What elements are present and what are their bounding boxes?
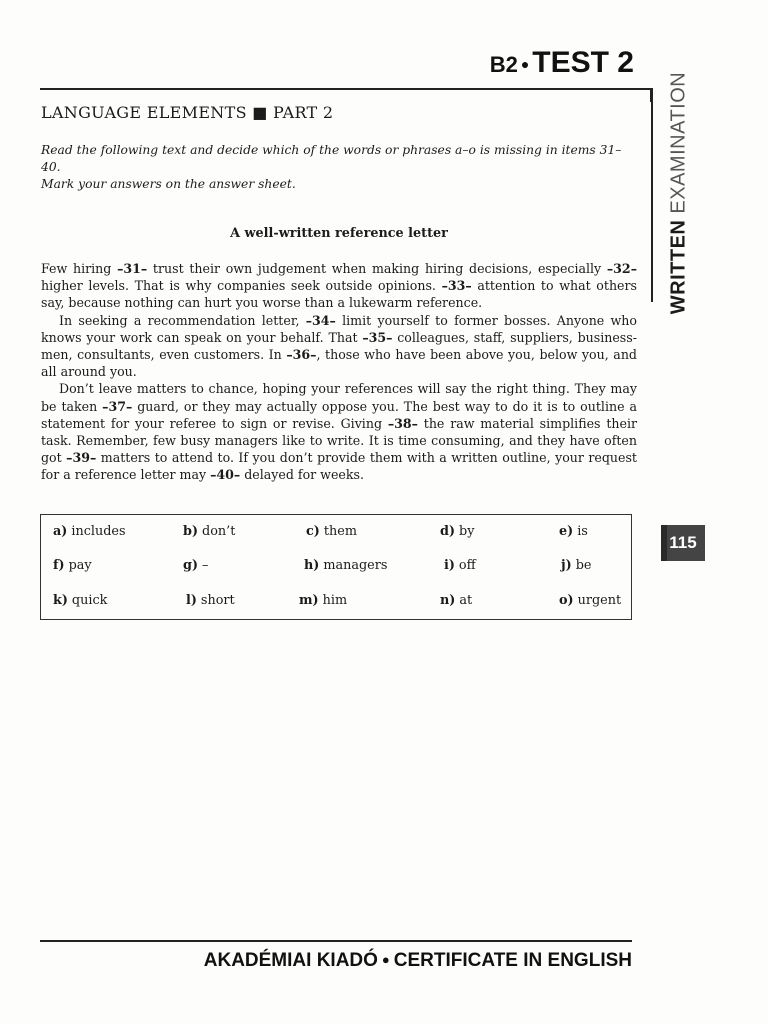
option-text: is — [577, 524, 588, 539]
option-text: him — [322, 593, 348, 608]
article-paragraph-3 — [41, 380, 637, 483]
instructions — [41, 142, 637, 193]
article — [41, 260, 637, 484]
gap-34: –34– — [305, 312, 336, 328]
option-text: be — [575, 558, 592, 573]
option-h — [304, 558, 387, 573]
text-run: trust their own judgement when making hiring decisions, especially — [147, 261, 607, 276]
option-text: pay — [68, 558, 92, 573]
option-d — [440, 524, 474, 539]
side-label-second: EXAMINATION — [667, 71, 690, 220]
option-text: by — [459, 524, 475, 539]
text-run: , those who have been above you, below you, and all around you. — [41, 347, 637, 380]
test-title — [490, 46, 634, 80]
gap-31: –31– — [117, 261, 148, 276]
option-letter: o) — [559, 593, 574, 608]
text-run: attention to what others say, because nothing can hurt you worse than a lukewarm reference. — [41, 278, 637, 311]
option-l — [186, 593, 235, 608]
option-text: urgent — [577, 593, 622, 608]
header-rule — [40, 88, 652, 90]
article-title: A well-written reference letter — [230, 226, 448, 241]
option-b — [183, 524, 235, 539]
option-letter: h) — [304, 558, 320, 573]
option-text: off — [458, 558, 476, 573]
gap-35: –35– — [362, 329, 393, 345]
option-j — [561, 558, 591, 573]
article-paragraph-2 — [41, 312, 637, 381]
footer-separator-icon: ● — [381, 952, 390, 967]
option-letter: m) — [299, 593, 319, 608]
instructions-line-1: Read the following text and decide which of the words or phrases a–o is missing in items 31–40. — [41, 143, 622, 174]
option-text: includes — [71, 524, 126, 539]
option-letter: a) — [53, 524, 68, 539]
option-letter: b) — [183, 524, 199, 539]
footer-series: CERTIFICATE IN ENGLISH — [393, 950, 632, 971]
option-text: managers — [323, 558, 388, 573]
option-letter: e) — [559, 524, 574, 539]
text-run: the raw material simplifies their task. Remember, few busy managers like to write. It is time consuming, and they have often got — [41, 415, 638, 466]
option-letter: l) — [186, 593, 197, 608]
option-k — [53, 593, 107, 608]
text-run: delayed for weeks. — [240, 467, 364, 483]
footer — [204, 950, 632, 972]
article-paragraph-1 — [41, 260, 637, 312]
text-run: limit yourself to former bosses. Anyone who knows your work can speak on your behalf. That — [41, 312, 637, 345]
option-c — [306, 524, 357, 539]
footer-publisher: AKADÉMIAI KIADÓ — [203, 950, 378, 971]
text-run: Few hiring — [41, 261, 118, 276]
option-letter: f) — [53, 558, 65, 573]
gap-33: –33– — [441, 278, 472, 294]
title-separator-icon: ● — [520, 56, 530, 72]
option-i — [444, 558, 476, 573]
gap-32: –32– — [606, 261, 637, 276]
gap-37: –37– — [102, 398, 133, 414]
option-g — [183, 558, 208, 573]
option-letter: k) — [53, 593, 68, 608]
text-run: higher levels. That is why companies seek outside opinions. — [41, 278, 442, 294]
option-text: them — [323, 524, 357, 539]
option-a — [53, 524, 126, 539]
option-f — [53, 558, 92, 573]
test-level: B2 — [489, 52, 518, 77]
section-title: LANGUAGE ELEMENTS ■ PART 2 — [41, 103, 334, 122]
instructions-line-2: Mark your answers on the answer sheet. — [41, 177, 296, 191]
option-letter: j) — [561, 558, 572, 573]
page-number: 115 — [669, 533, 697, 552]
gap-36: –36– — [286, 347, 317, 363]
option-letter: c) — [306, 524, 320, 539]
option-letter: d) — [440, 524, 456, 539]
option-text: don’t — [202, 524, 236, 539]
text-run: In seeking a recommendation letter, — [59, 312, 306, 328]
test-number: TEST 2 — [532, 46, 634, 79]
option-text: short — [200, 593, 235, 608]
footer-rule — [40, 940, 632, 942]
option-m — [299, 593, 347, 608]
side-label — [668, 72, 691, 314]
option-letter: n) — [440, 593, 456, 608]
option-text: quick — [71, 593, 108, 608]
option-text: at — [459, 593, 473, 608]
side-rule — [651, 88, 653, 302]
options-box — [40, 514, 632, 620]
page-number-tab — [661, 525, 705, 561]
option-text: – — [202, 558, 209, 573]
text-run: colleagues, staff, suppliers, business-men, consultants, even customers. In — [41, 329, 637, 363]
text-run: Don’t leave matters to chance, hoping your references will say the right thing. They may be taken — [41, 381, 637, 414]
text-run: guard, or they may actually oppose you. The best way to do it is to outline a statement for your referee to sign or revise. Giving — [41, 398, 637, 431]
option-n — [440, 593, 472, 608]
option-letter: i) — [444, 558, 455, 573]
gap-38: –38– — [387, 415, 418, 431]
gap-39: –39– — [66, 450, 97, 466]
option-o — [559, 593, 621, 608]
option-letter: g) — [183, 558, 199, 573]
option-e — [559, 524, 588, 539]
side-label-first: WRITTEN — [667, 219, 690, 315]
text-run: matters to attend to. If you don’t provide them with a written outline, your request for a reference letter may — [41, 450, 637, 483]
gap-40: –40– — [210, 467, 241, 483]
